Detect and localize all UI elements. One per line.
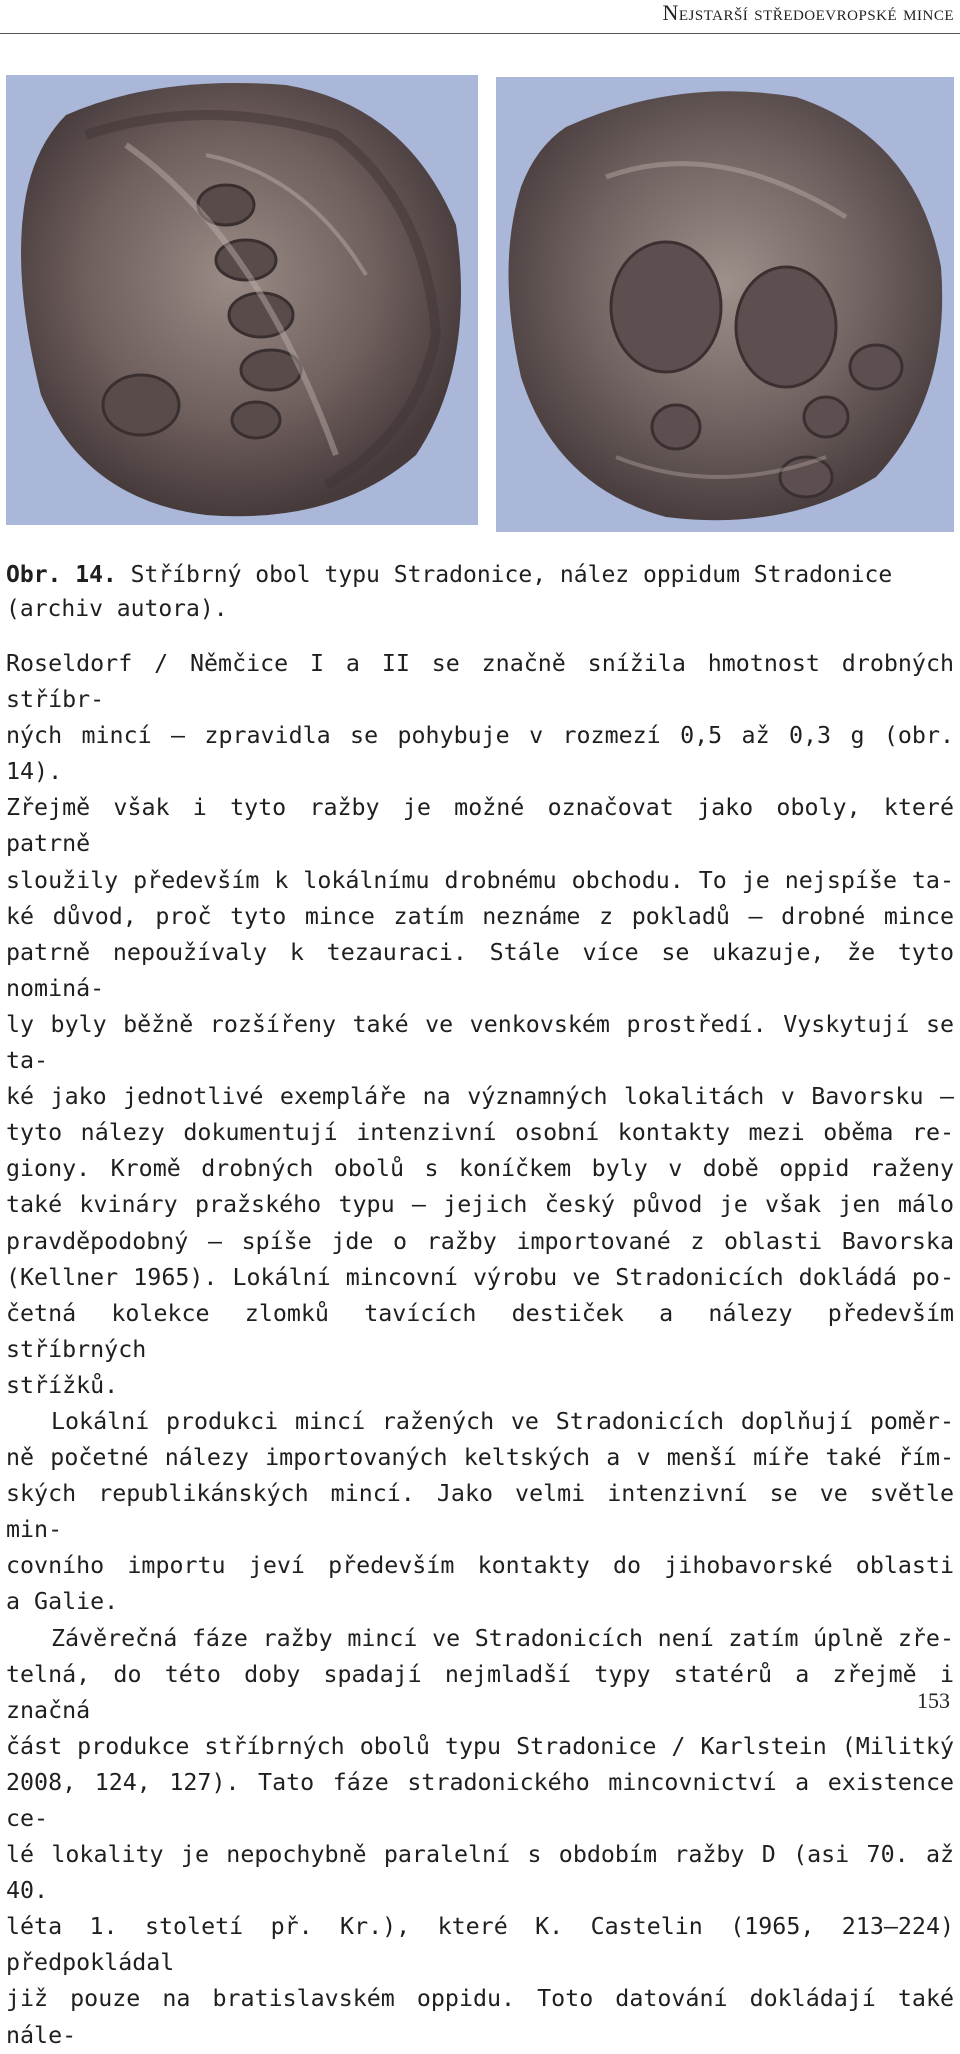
- text-line: již pouze na bratislavském oppidu. Toto datování dokládají také nále-: [6, 1985, 954, 2049]
- text-line: sloužily především k lokálnímu drobnému obchodu. To je nejspíše ta-: [6, 866, 954, 894]
- paragraph: [6, 1404, 954, 1621]
- paragraph: [6, 646, 954, 1404]
- text-line: také kvináry pražského typu – jejich český původ je však jen málo: [6, 1191, 954, 1219]
- figure-caption-line1: Stříbrný obol typu Stradonice, nález oppidum Stradonice: [130, 562, 893, 588]
- body-text: [6, 646, 954, 2054]
- text-line: patrně nepoužívaly k tezauraci. Stále více se ukazuje, že tyto nominá-: [6, 938, 954, 1002]
- text-line: ké jako jednotlivé exempláře na významných lokalitách v Bavorsku –: [6, 1083, 954, 1111]
- text-line: giony. Kromě drobných obolů s koníčkem byly v době oppid raženy: [6, 1155, 954, 1183]
- text-line: Lokální produkci mincí ražených ve Stradonicích doplňují poměr-: [51, 1407, 954, 1435]
- figure-label: Obr. 14.: [6, 562, 117, 588]
- page-number: 153: [917, 1688, 950, 1713]
- running-header: [0, 0, 960, 36]
- text-line: část produkce stříbrných obolů typu Stradonice / Karlstein (Militký: [6, 1732, 954, 1760]
- text-line: a Galie.: [6, 1588, 119, 1616]
- text-line: ké důvod, proč tyto mince zatím neznáme z pokladů – drobné mince: [6, 902, 954, 930]
- text-line: ně početné nálezy importovaných keltských a v menší míře také řím-: [6, 1444, 954, 1472]
- text-line: Roseldorf / Němčice I a II se značně snížila hmotnost drobných stříbr-: [6, 650, 954, 714]
- text-line: ských republikánských mincí. Jako velmi intenzivní se ve světle min-: [6, 1480, 954, 1544]
- figure-caption-line2: (archiv autora).: [6, 596, 228, 622]
- text-line: covního importu jeví především kontakty do jihobavorské oblasti: [6, 1552, 954, 1580]
- text-line: (Kellner 1965). Lokální mincovní výrobu ve Stradonicích dokládá po-: [6, 1263, 954, 1291]
- text-line: Závěrečná fáze ražby mincí ve Stradonicích není zatím úplně zře-: [51, 1624, 954, 1652]
- text-line: četná kolekce zlomků tavících destiček a nálezy především stříbrných: [6, 1299, 954, 1363]
- text-line: Zřejmě však i tyto ražby je možné označovat jako oboly, které patrně: [6, 794, 954, 858]
- paragraph: [6, 1621, 954, 2054]
- text-line: lé lokality je nepochybně paralelní s obdobím ražby D (asi 70. až 40.: [6, 1841, 954, 1905]
- text-line: pravděpodobný – spíše jde o ražby importované z oblasti Bavorska: [6, 1227, 954, 1255]
- text-line: 2008, 124, 127). Tato fáze stradonického mincovnictví a existence ce-: [6, 1768, 954, 1832]
- text-line: léta 1. století př. Kr.), které K. Castelin (1965, 213–224) předpokládal: [6, 1913, 954, 1977]
- running-header-title: Nejstarší středoevropské mince: [662, 0, 954, 25]
- coin-obverse-photo: [6, 75, 478, 525]
- text-line: ných mincí – zpravidla se pohybuje v rozmezí 0,5 až 0,3 g (obr. 14).: [6, 722, 954, 786]
- figure-caption: [6, 558, 954, 626]
- figure-coins: [0, 75, 960, 535]
- text-line: ly byly běžně rozšířeny také ve venkovském prostředí. Vyskytují se ta-: [6, 1010, 954, 1075]
- header-rule: [0, 33, 960, 34]
- coin-reverse-photo: [496, 77, 954, 532]
- text-line: telná, do této doby spadají nejmladší typy statérů a zřejmě i značná: [6, 1660, 954, 1724]
- text-line: střížků.: [6, 1371, 119, 1399]
- text-line: tyto nálezy dokumentují intenzivní osobní kontakty mezi oběma re-: [6, 1119, 954, 1147]
